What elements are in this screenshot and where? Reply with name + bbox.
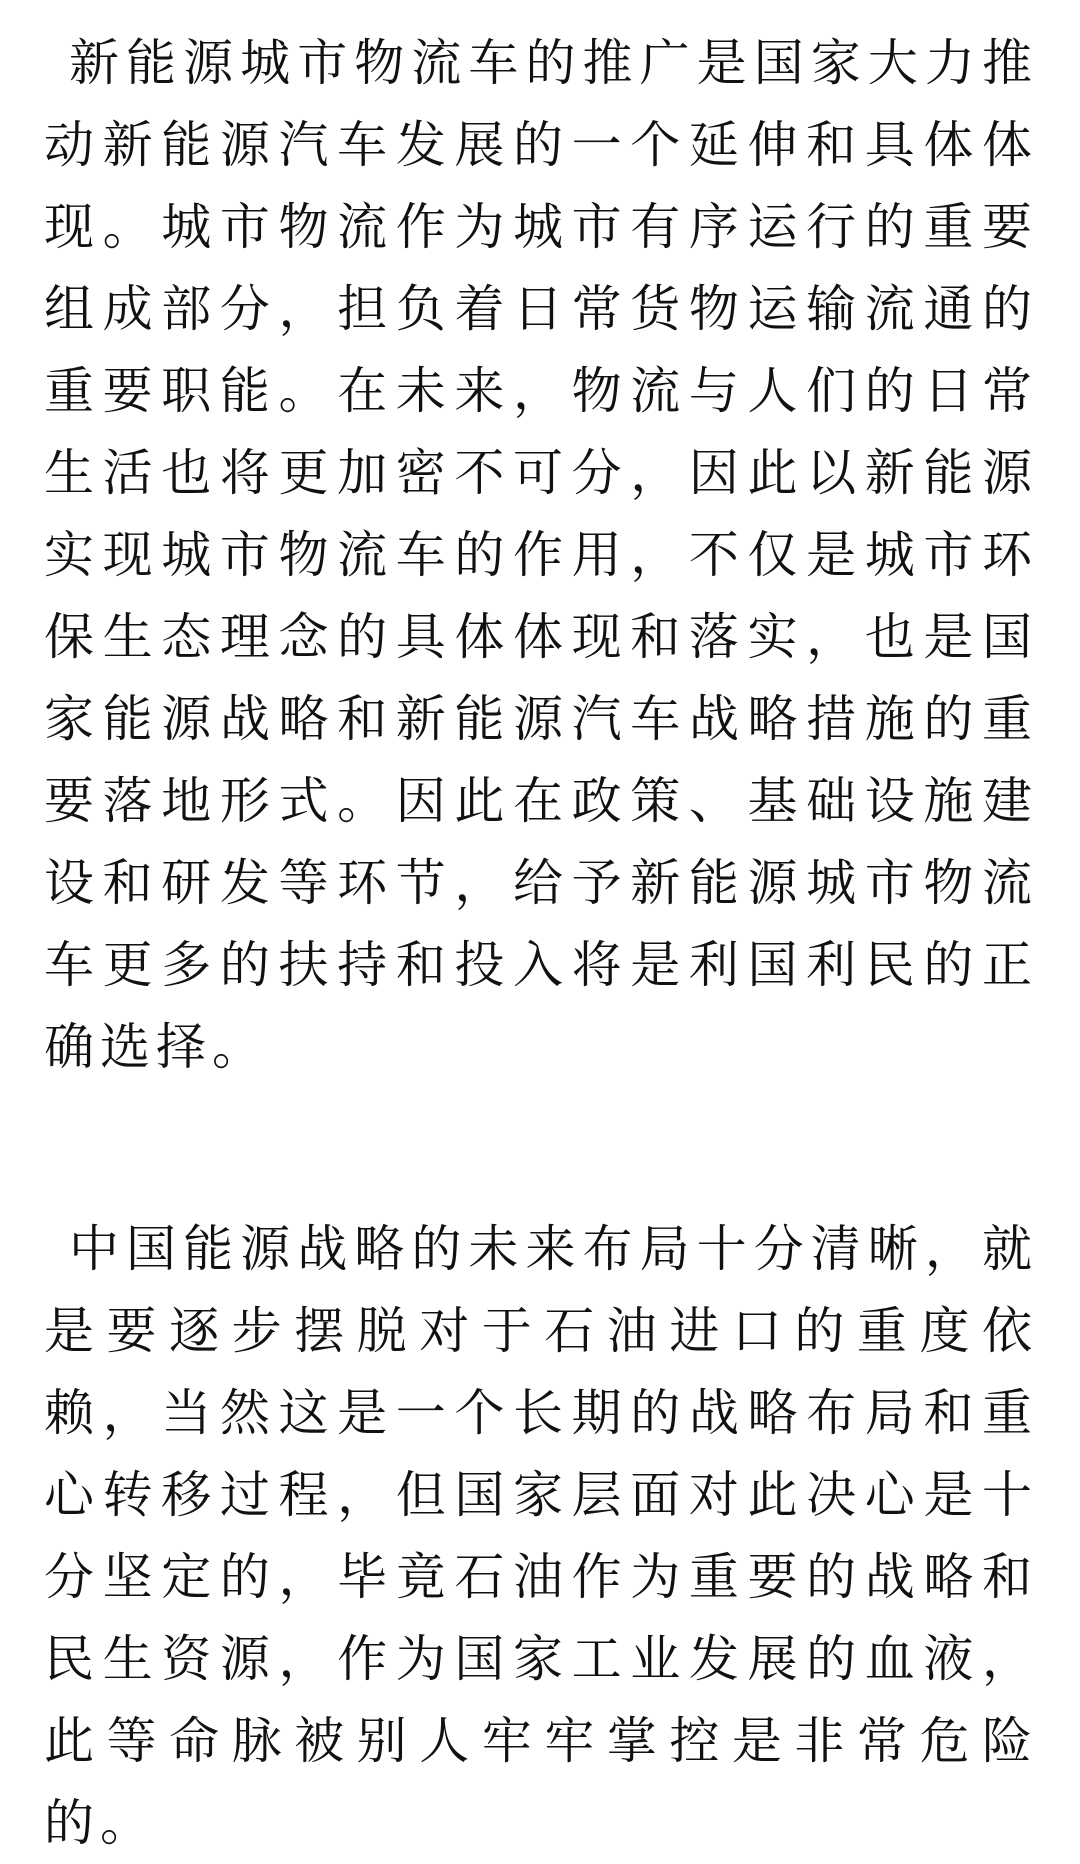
article-body [44,22,1038,1864]
paragraph-new-energy-logistics: 新能源城市物流车的推广是国家大力推动新能源汽车发展的一个延伸和具体体现。城市物流作为城市有序运行的重要组成部分，担负着日常货物运输流通的重要职能。在未来，物流与人们的日常生活也将更加密不可分，因此以新能源实现城市物流车的作用，不仅是城市环保生态理念的具体体现和落实，也是国家能源战略和新能源汽车战略措施的重要落地形式。因此在政策、基础设施建设和研发等环节，给予新能源城市物流车更多的扶持和投入将是利国利民的正确选择。 [44,34,1038,1076]
paragraph-energy-strategy: 中国能源战略的未来布局十分清晰，就是要逐步摆脱对于石油进口的重度依赖，当然这是一个长期的战略布局和重心转移过程，但国家层面对此决心是十分坚定的，毕竟石油作为重要的战略和民生资源，作为国家工业发展的血液，此等命脉被别人牢牢掌控是非常危险的。 [44,1220,1038,1852]
